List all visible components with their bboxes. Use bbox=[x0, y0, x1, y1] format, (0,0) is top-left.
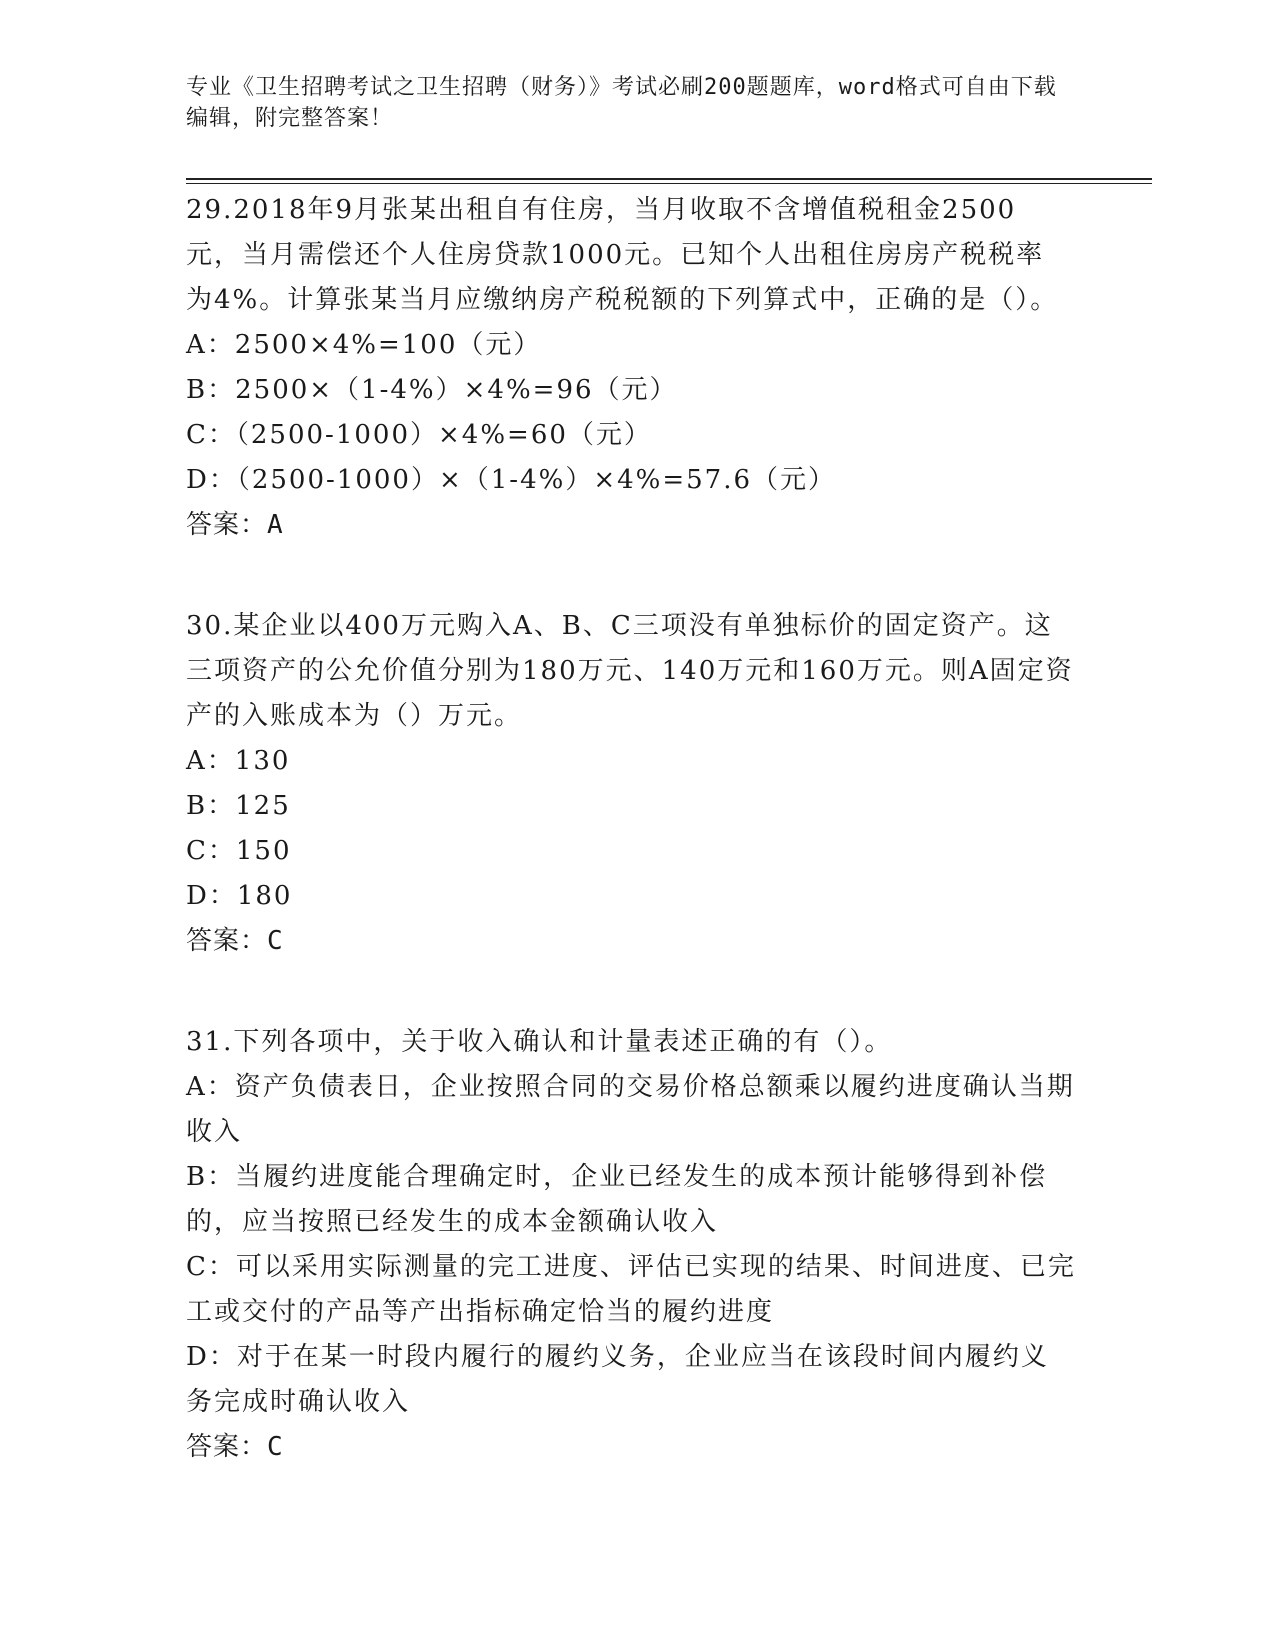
option-d: D：180 bbox=[186, 881, 293, 911]
question-text: 30.某企业以400万元购入A、B、C三项没有单独标价的固定资产。这三项资产的公允价值分别为180万元、140万元和160万元。则A固定资产的入账成本为（）万元。 bbox=[186, 611, 1074, 731]
option-a: A：2500×4%=100（元） bbox=[186, 330, 542, 360]
answer: 答案：C bbox=[186, 1432, 284, 1462]
question-30 bbox=[186, 604, 1086, 964]
question-31 bbox=[186, 1020, 1086, 1470]
option-c: C：可以采用实际测量的完工进度、评估已实现的结果、时间进度、已完工或交付的产品等产出指标确定恰当的履约进度 bbox=[186, 1252, 1076, 1327]
option-c: C：（2500-1000）×4%=60（元） bbox=[186, 420, 652, 450]
option-b: B：2500×（1-4%）×4%=96（元） bbox=[186, 375, 678, 405]
answer: 答案：C bbox=[186, 926, 284, 956]
option-b: B：当履约进度能合理确定时，企业已经发生的成本预计能够得到补偿的，应当按照已经发生的成本金额确认收入 bbox=[186, 1162, 1048, 1237]
option-d: D：对于在某一时段内履行的履约义务，企业应当在该段时间内履约义务完成时确认收入 bbox=[186, 1342, 1049, 1417]
option-b: B：125 bbox=[186, 791, 291, 821]
question-text: 31.下列各项中，关于收入确认和计量表述正确的有（）。 bbox=[186, 1027, 893, 1057]
option-a: A：资产负债表日，企业按照合同的交易价格总额乘以履约进度确认当期收入 bbox=[186, 1072, 1075, 1147]
question-29 bbox=[186, 188, 1086, 548]
document-header: 专业《卫生招聘考试之卫生招聘（财务）》考试必刷200题题库，word格式可自由下载编辑，附完整答案！ bbox=[186, 75, 1057, 131]
option-a: A：130 bbox=[186, 746, 291, 776]
answer: 答案：A bbox=[186, 510, 284, 540]
header-divider bbox=[186, 178, 1152, 184]
question-list bbox=[186, 188, 1086, 1526]
option-c: C：150 bbox=[186, 836, 292, 866]
question-text: 29.2018年9月张某出租自有住房，当月收取不含增值税租金2500元，当月需偿还个人住房贷款1000元。已知个人出租住房房产税税率为4%。计算张某当月应缴纳房产税税额的下列算式中，正确的是（）。 bbox=[186, 195, 1059, 315]
option-d: D：（2500-1000）×（1-4%）×4%=57.6（元） bbox=[186, 465, 837, 495]
